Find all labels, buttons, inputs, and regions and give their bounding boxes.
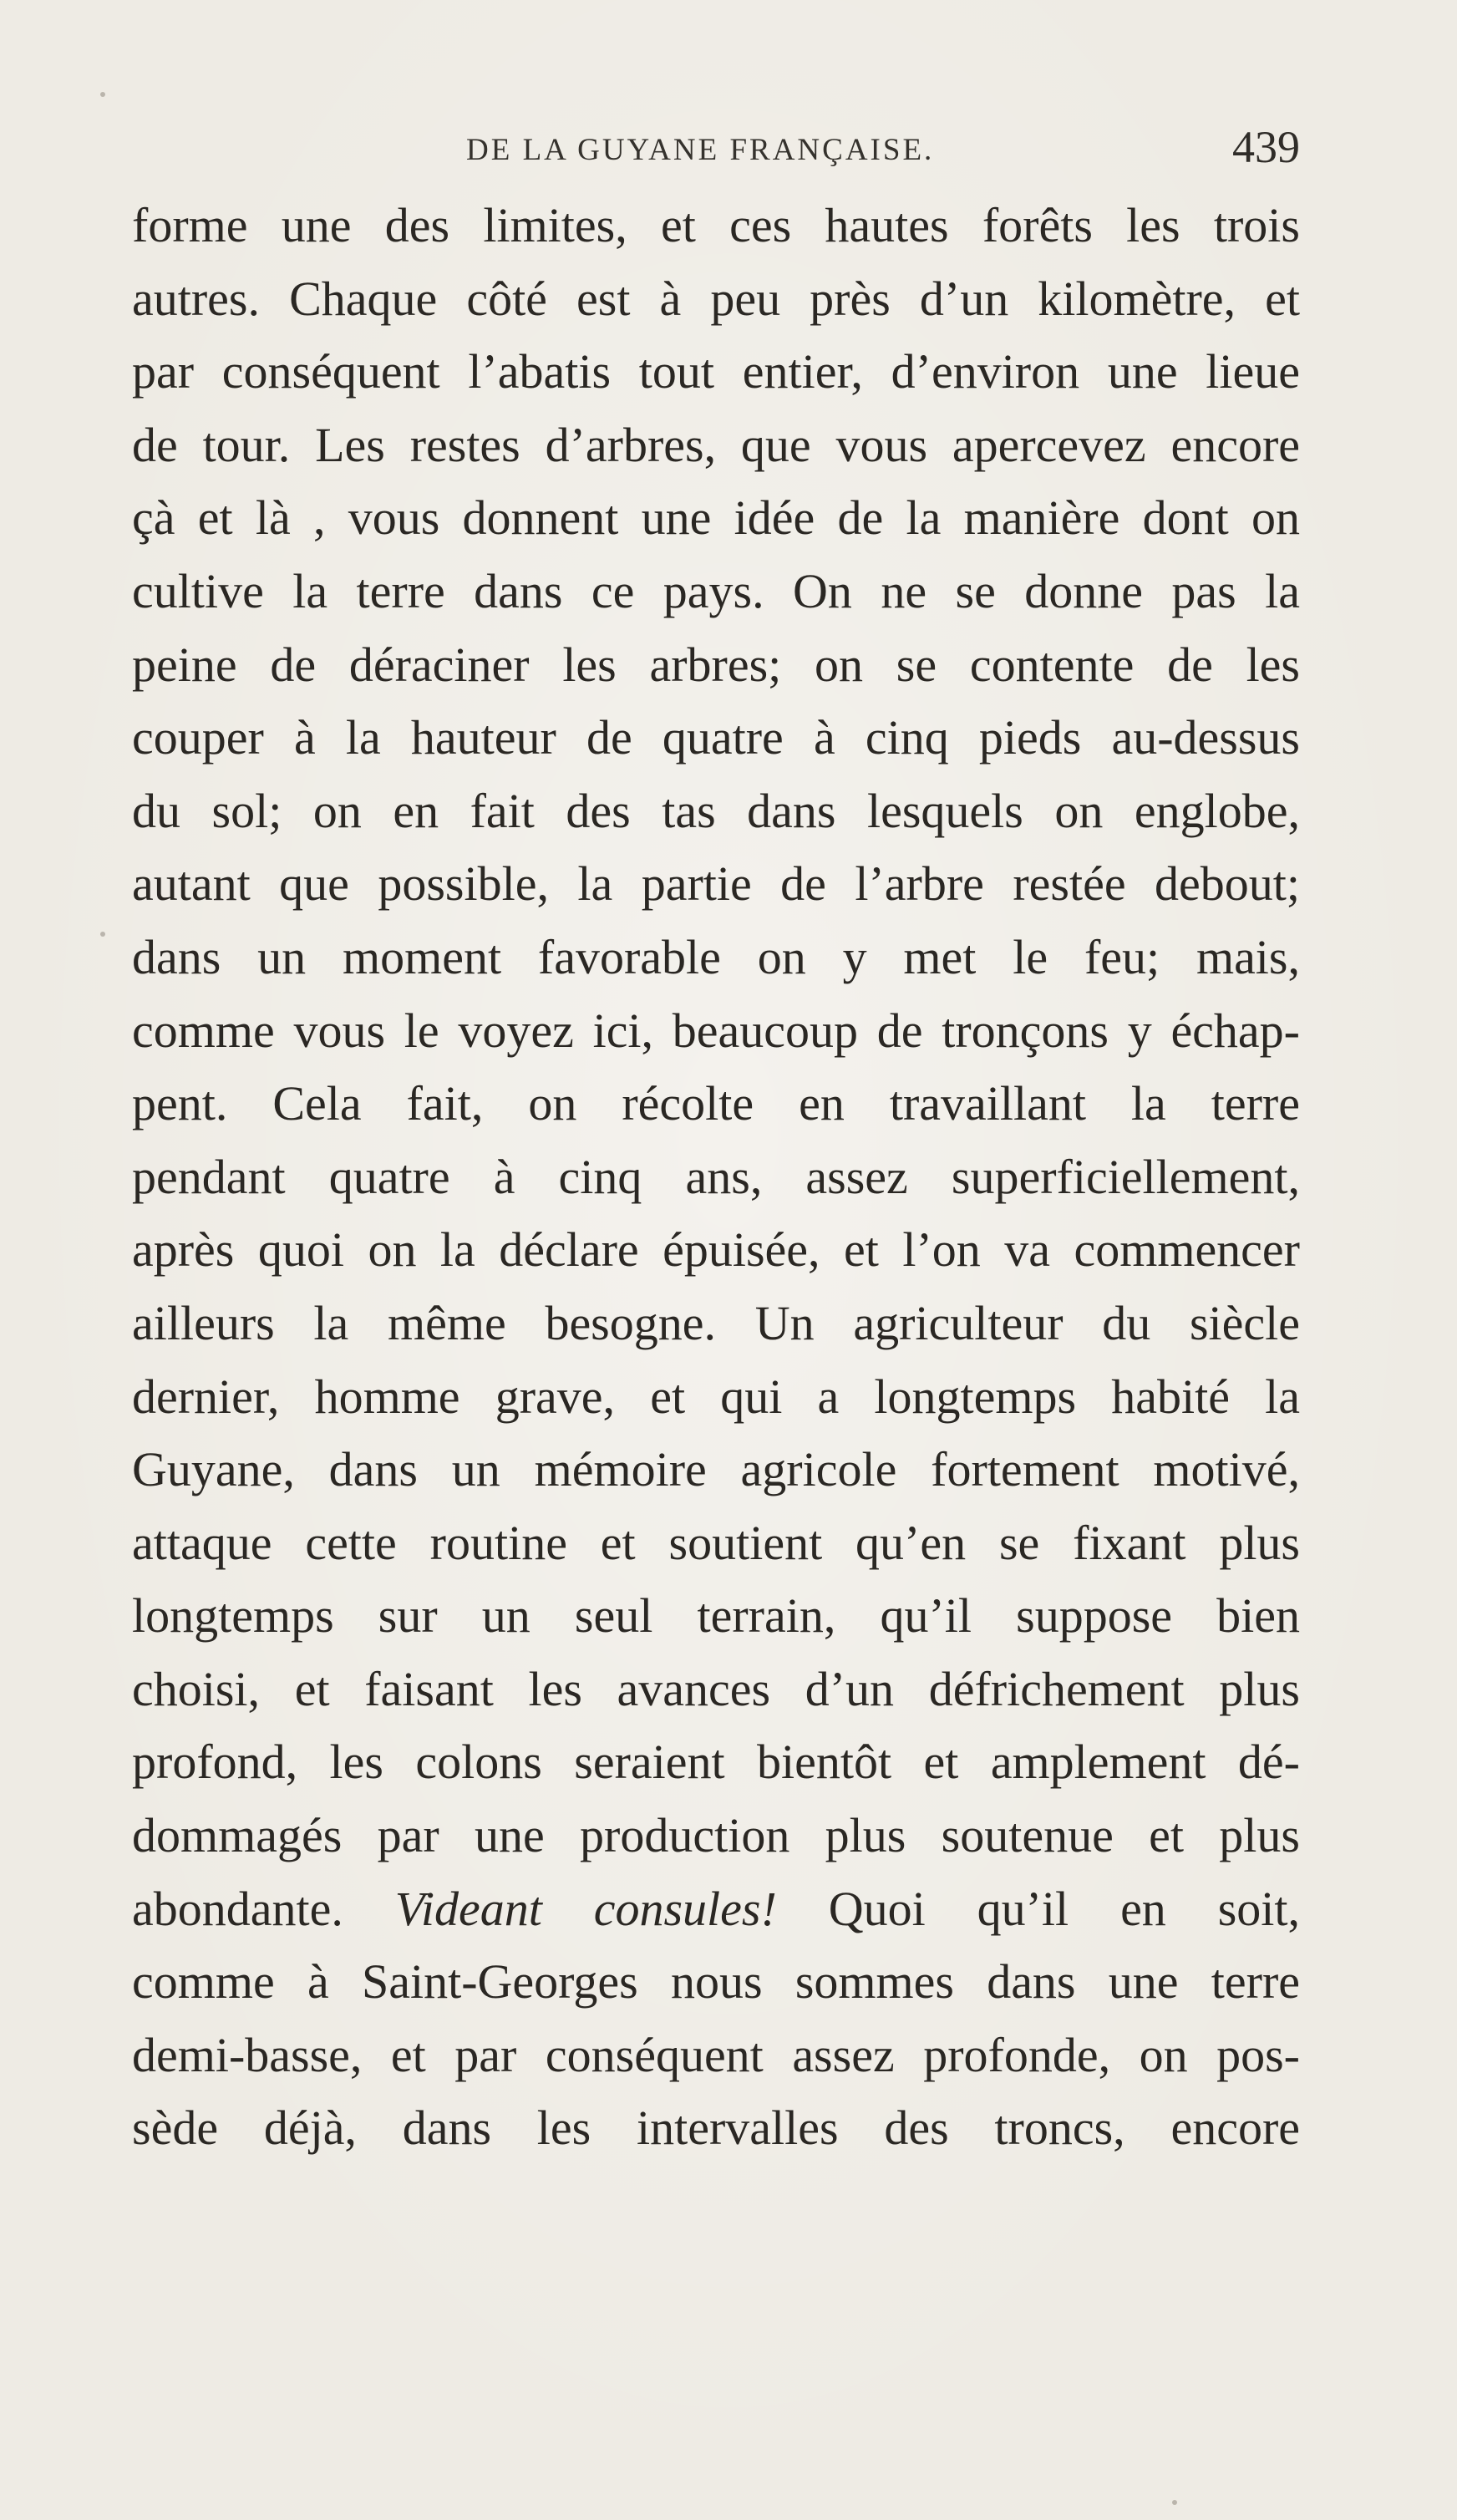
text-line: forme une des limites, et ces hautes forêts les trois — [132, 198, 1300, 252]
text-line: de tour. Les restes d’arbres, que vous apercevez encore — [132, 417, 1300, 472]
text-line: peine de déraciner les arbres; on se contente de les — [132, 637, 1300, 692]
text-line: pendant quatre à cinq ans, assez superficiellement, — [132, 1149, 1300, 1204]
text-line: Guyane, dans un mémoire agricole fortement motivé, — [132, 1442, 1300, 1497]
text-line: longtemps sur un seul terrain, qu’il suppose bien — [132, 1588, 1300, 1644]
text-line: profond, les colons seraient bientôt et amplement dé- — [132, 1735, 1300, 1790]
page-header — [132, 122, 1300, 175]
text-line: cultive la terre dans ce pays. On ne se donne pas la — [132, 563, 1300, 618]
text-line: dommagés par une production plus soutenue et plus — [132, 1808, 1300, 1863]
text-segment: Quoi qu’il en soit, — [828, 1881, 1301, 1936]
text-line: sède déjà, dans les intervalles des troncs, encore — [132, 2101, 1300, 2156]
text-segment: abondante. — [132, 1881, 343, 1936]
page-number: 439 — [1232, 122, 1300, 172]
text-line: pent. Cela fait, on récolte en travaillant la terre — [132, 1076, 1300, 1131]
text-line: dans un moment favorable on y met le feu; mais, — [132, 929, 1300, 984]
text-line: autant que possible, la partie de l’arbre restée debout; — [132, 856, 1300, 912]
italic-phrase: Videant consules! — [394, 1881, 777, 1936]
text-line: après quoi on la déclare épuisée, et l’on va commencer — [132, 1222, 1300, 1278]
text-line: comme à Saint-Georges nous sommes dans une terre — [132, 1954, 1300, 2009]
text-line: demi-basse, et par conséquent assez profonde, on pos- — [132, 2027, 1300, 2082]
paper-speck — [100, 932, 105, 937]
paper-speck — [1172, 2500, 1177, 2505]
text-line: du sol; on en fait des tas dans lesquels on englobe, — [132, 783, 1300, 838]
text-line: dernier, homme grave, et qui a longtemps habité la — [132, 1369, 1300, 1424]
text-line: ailleurs la même besogne. Un agriculteur du siècle — [132, 1295, 1300, 1350]
text-line: attaque cette routine et soutient qu’en se fixant plus — [132, 1515, 1300, 1570]
body-text — [132, 189, 1300, 2165]
text-line: couper à la hauteur de quatre à cinq pieds au-dessus — [132, 710, 1300, 765]
running-title: DE LA GUYANE FRANÇAISE. — [466, 133, 935, 167]
text-line: autres. Chaque côté est à peu près d’un kilomètre, et — [132, 271, 1300, 326]
text-line: choisi, et faisant les avances d’un défrichement plus — [132, 1661, 1300, 1716]
text-line: çà et là , vous donnent une idée de la manière dont on — [132, 490, 1300, 546]
text-line: comme vous le voyez ici, beaucoup de tronçons y échap- — [132, 1003, 1300, 1058]
text-line — [132, 1872, 1300, 1946]
text-line: par conséquent l’abatis tout entier, d’environ une lieue — [132, 344, 1300, 399]
paper-speck — [100, 92, 105, 97]
